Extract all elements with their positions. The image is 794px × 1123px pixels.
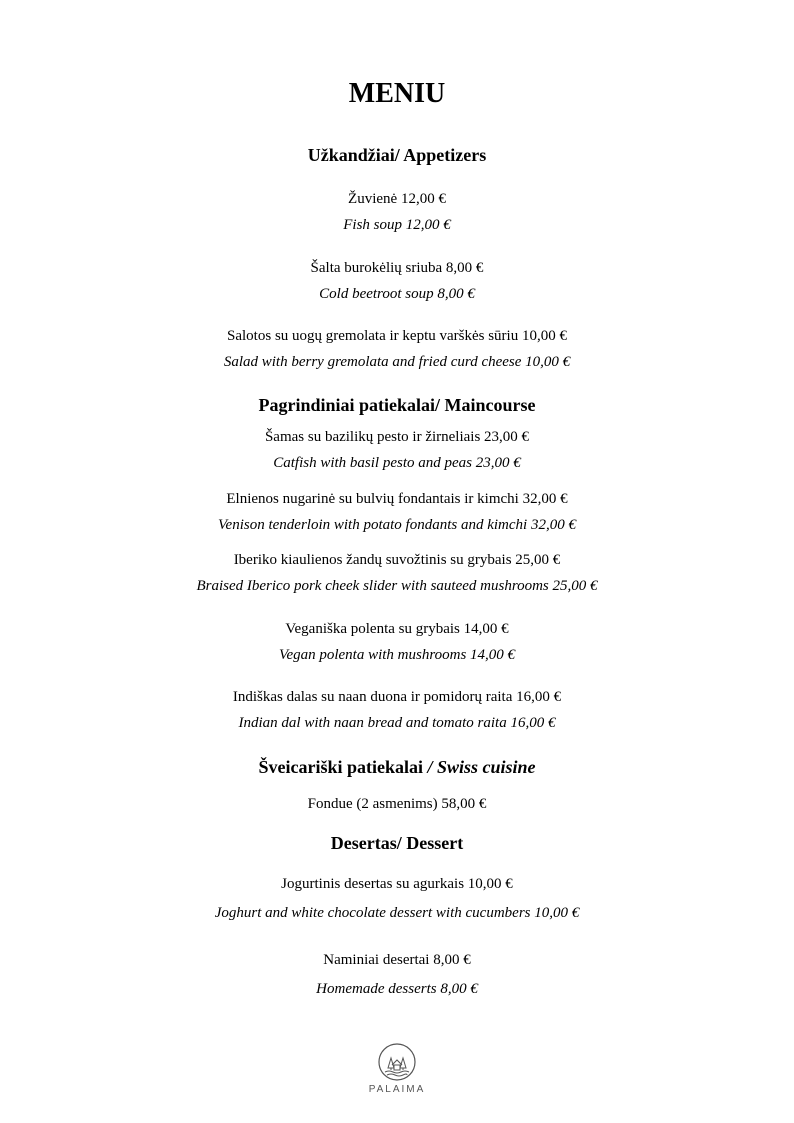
menu-item-lt: Naminiai desertai 8,00 € — [323, 952, 471, 968]
menu-item-en: Venison tenderloin with potato fondants and kimchi 32,00 € — [218, 517, 576, 533]
section-heading-dessert: Desertas/ Dessert — [330, 833, 464, 853]
section-heading-appetizers: Užkandžiai/ Appetizers — [307, 145, 487, 165]
menu-item-en: Homemade desserts 8,00 € — [316, 981, 478, 997]
page-title: MENIU — [348, 78, 446, 109]
section-heading-maincourse: Pagrindiniai patiekalai/ Maincourse — [258, 395, 536, 415]
menu-item-en: Salad with berry gremolata and fried curd cheese 10,00 € — [223, 354, 571, 370]
palaima-logo-icon — [377, 1042, 417, 1082]
menu-item-lt: Indiškas dalas su naan duona ir pomidorų raita 16,00 € — [232, 689, 562, 705]
menu-item-en: Fish soup 12,00 € — [343, 217, 451, 233]
menu-item-lt: Veganiška polenta su grybais 14,00 € — [285, 621, 509, 637]
menu-item-lt: Salotos su uogų gremolata ir keptu varškės sūriu 10,00 € — [227, 328, 567, 344]
menu-item-en: Joghurt and white chocolate dessert with cucumbers 10,00 € — [214, 905, 580, 921]
menu-item-lt: Šamas su bazilikų pesto ir žirneliais 23,00 € — [264, 429, 530, 445]
section-heading-swiss-en: / Swiss cuisine — [422, 757, 536, 777]
menu-item-en: Catfish with basil pesto and peas 23,00 € — [273, 455, 521, 471]
menu-item-lt: Elnienos nugarinė su bulvių fondantais ir kimchi 32,00 € — [226, 491, 568, 507]
menu-item-en: Cold beetroot soup 8,00 € — [319, 286, 475, 302]
menu-item-lt: Žuvienė 12,00 € — [348, 191, 446, 207]
palaima-logo — [357, 1042, 437, 1098]
section-heading-swiss-lt: Šveicariški patiekalai — [258, 757, 423, 777]
menu-item-lt: Šalta burokėlių sriuba 8,00 € — [310, 260, 484, 276]
menu-item-lt: Iberiko kiaulienos žandų suvožtinis su grybais 25,00 € — [233, 552, 561, 568]
section-heading-swiss — [0, 758, 794, 776]
menu-item-en: Indian dal with naan bread and tomato raita 16,00 € — [238, 715, 556, 731]
menu-item-en: Braised Iberico pork cheek slider with sauteed mushrooms 25,00 € — [196, 578, 598, 594]
menu-item-lt: Fondue (2 asmenims) 58,00 € — [307, 796, 487, 812]
menu-item-lt: Jogurtinis desertas su agurkais 10,00 € — [281, 876, 513, 892]
logo-text: PALAIMA — [368, 1084, 426, 1095]
menu-item-en: Vegan polenta with mushrooms 14,00 € — [278, 647, 516, 663]
